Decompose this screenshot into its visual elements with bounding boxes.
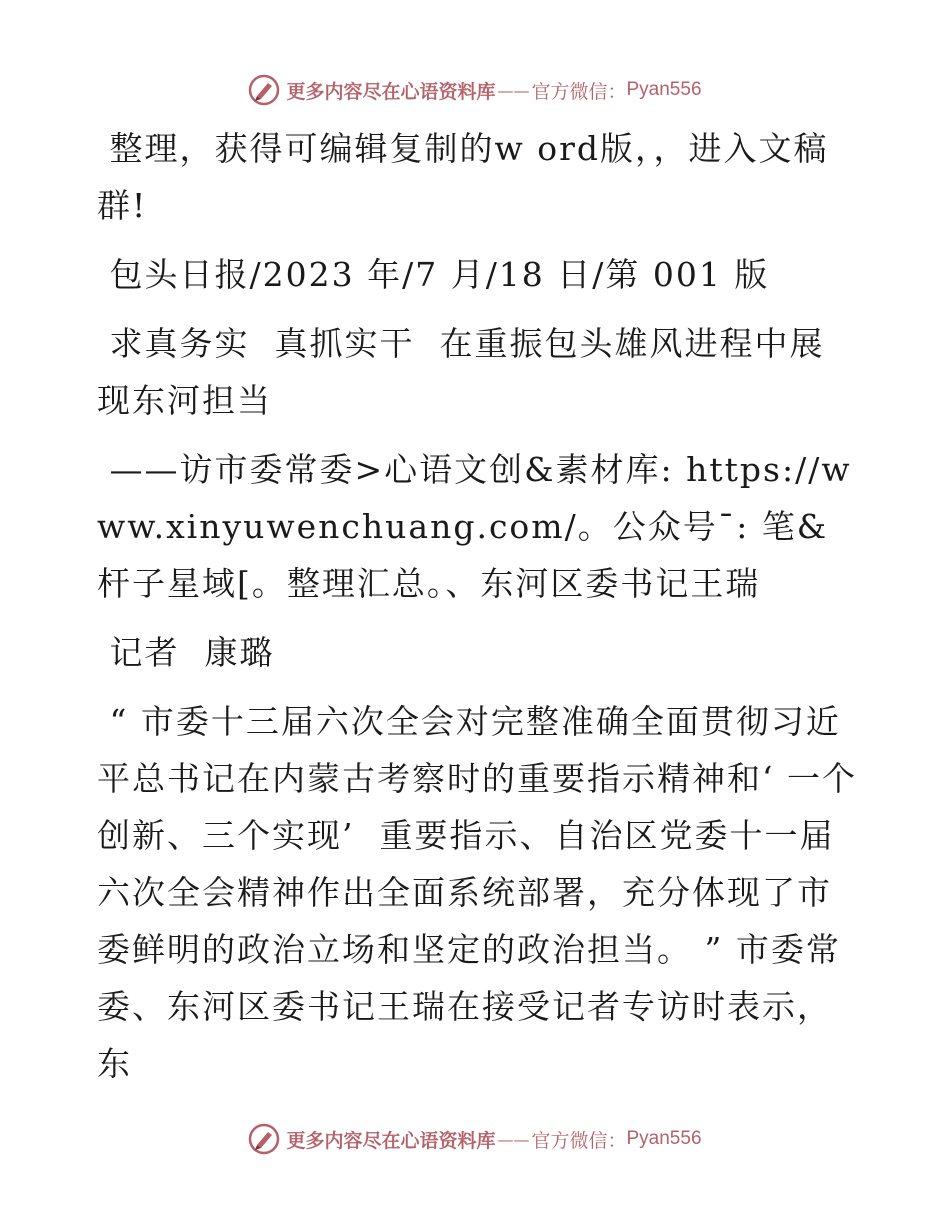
banner-separator: —— [497,1129,530,1149]
banner-wechat-label: 官方微信： [531,1129,627,1152]
banner-separator: —— [497,80,530,100]
pen-logo-icon [248,74,280,106]
pen-logo-icon [248,1123,280,1155]
banner-title: 更多内容尽在心语资料库 [286,1129,496,1152]
banner-wechat-id: Pyan556 [626,1128,702,1149]
paragraph-source: 包头日报/2023 年/7 月/18 日/第 001 版 [97,255,770,294]
article-subtitle: ——访市委常委>心语文创&素材库: https://www.xinyuwenchuang.com/。公众号¯: 笔&杆子星域[。整理汇总。、东河区委书记王瑞 [97,450,852,603]
header-banner [0,70,950,110]
banner-wechat-label: 官方微信： [531,80,627,103]
banner-wechat-id: Pyan556 [626,79,702,100]
article-title: 求真务实 真抓实干 在重振包头雄风进程中展现东河担当 [97,324,825,420]
footer-banner [0,1119,950,1159]
paragraph-intro: 整理，获得可编辑复制的w ord版，，进入文稿群! [97,129,829,225]
banner-title: 更多内容尽在心语资料库 [286,80,496,103]
reporter-line: 记者 康璐 [97,633,275,672]
body-paragraph: “ 市委十三届六次全会对完整准确全面贯彻习近平总书记在内蒙古考察时的重要指示精神和‘ 一个创新、三个实现’ 重要指示、自治区党委十一届六次全会精神作出全面系统部署，充分体现了市委鲜明的政治立场和坚定的政治担当。 ” 市委常委、东河区委书记王瑞在接受记者专访时表示，东 [97,702,857,1083]
document-body [97,120,857,1104]
